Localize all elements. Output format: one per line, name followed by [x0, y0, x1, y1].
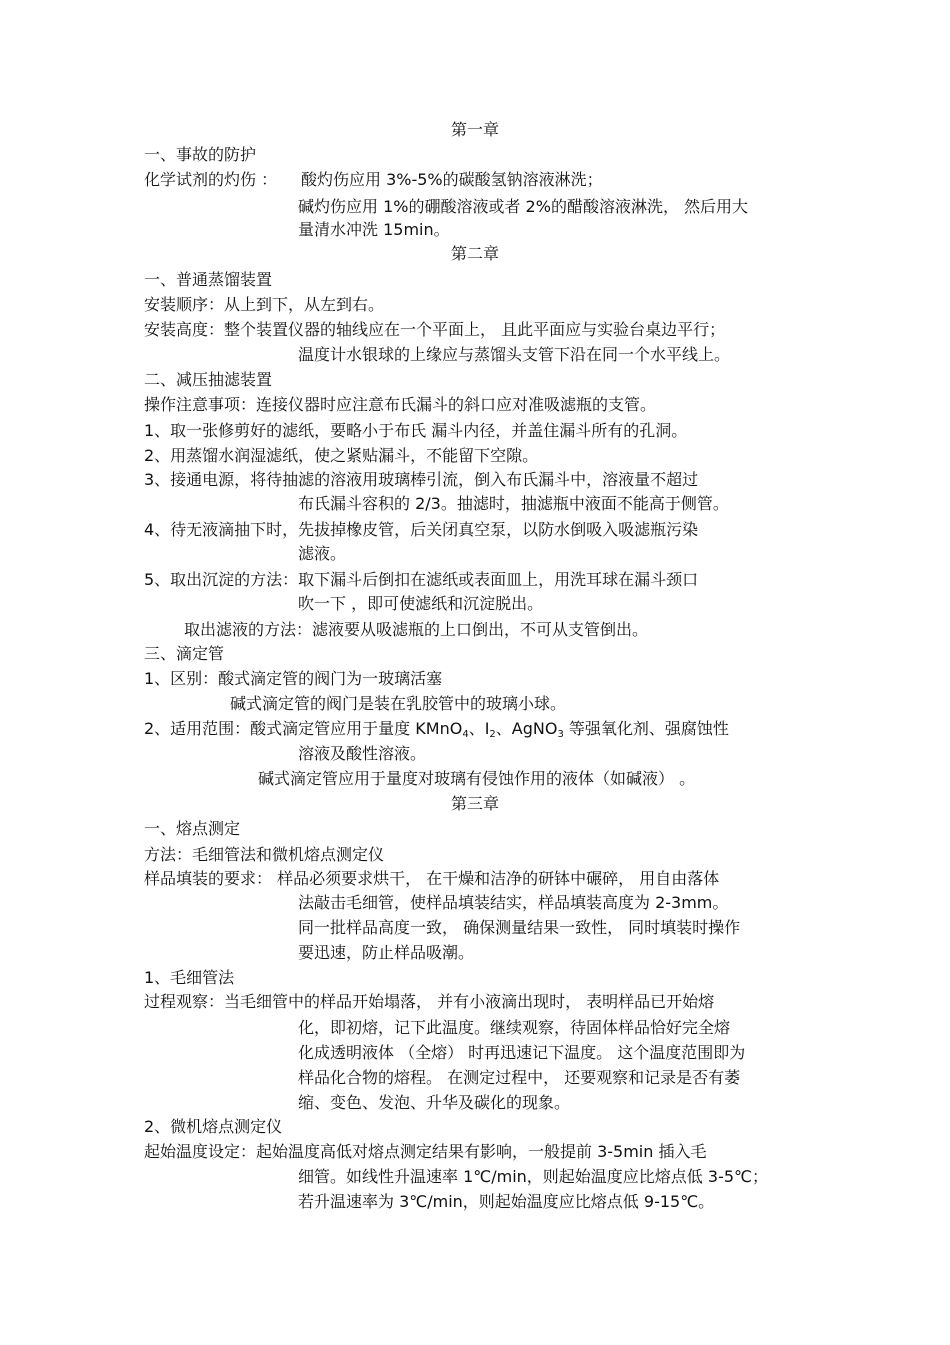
list-item: 吹一下 ，即可使滤纸和沉淀脱出。: [298, 594, 544, 613]
observation-text: 样品化合物的熔程。 在测定过程中， 还要观察和记录是否有萎: [298, 1068, 741, 1087]
list-item: 4、待无液滴抽下时，先拔掉橡皮管，后关闭真空泵，以防水倒吸入吸滤瓶污染: [144, 520, 699, 539]
chapter-1-title: 第一章: [450, 120, 499, 139]
section-heading: 一、熔点测定: [144, 819, 241, 838]
requirement-text: 样品填装的要求： 样品必须要求烘干， 在干燥和洁净的研钵中碾碎， 用自由落体: [144, 869, 720, 888]
observation-text: 缩、变色、发泡、升华及碳化的现象。: [298, 1093, 571, 1112]
start-temp-text: 细管。如线性升温速率 1℃/min，则起始温度应比熔点低 3-5℃；: [298, 1167, 768, 1186]
install-order: 安装顺序：从上到下，从左到右。: [144, 295, 385, 314]
start-temp-text: 起始温度设定：起始温度高低对熔点测定结果有影响，一般提前 3-5min 插入毛: [144, 1142, 707, 1161]
alkali-burn-text: 量清水冲洗 15min。: [298, 220, 450, 239]
list-item: 3、接通电源，将待抽滤的溶液用玻璃棒引流，倒入布氏漏斗中，溶液量不超过: [144, 470, 699, 489]
install-height: 温度计水银球的上缘应与蒸馏头支管下沿在同一个水平线上。: [298, 345, 731, 364]
list-item: 布氏漏斗容积的 2/3。抽滤时，抽滤瓶中液面不能高于侧管。: [298, 494, 729, 513]
sub-heading: 2、微机熔点测定仪: [144, 1117, 283, 1136]
acid-burn-text: 酸灼伤应用 3%-5%的碳酸氢钠溶液淋洗；: [301, 170, 603, 189]
notice-text: 操作注意事项：连接仪器时应注意布氏漏斗的斜口应对准吸滤瓶的支管。: [144, 395, 657, 414]
sub-heading: 1、毛细管法: [144, 968, 235, 987]
observation-text: 过程观察：当毛细管中的样品开始塌落， 并有小液滴出现时， 表明样品已开始熔: [144, 992, 715, 1011]
install-height: 安装高度：整个装置仪器的轴线应在一个平面上， 且此平面应与实验台桌边平行；: [144, 320, 726, 339]
list-item: 碱式滴定管的阀门是装在乳胶管中的玻璃小球。: [230, 694, 567, 713]
section-heading: 二、减压抽滤装置: [144, 370, 273, 389]
scope-text: 2、适用范围：酸式滴定管应用于量度 KMnO$_4$、$I_2$、AgNO$_3$ 等强氧化剂、强腐蚀性: [144, 719, 729, 740]
method-text: 方法：毛细管法和微机熔点测定仪: [144, 845, 385, 864]
list-item: 1、区别：酸式滴定管的阀门为一玻璃活塞: [144, 669, 443, 688]
list-item: 滤液。: [298, 544, 347, 563]
list-item: 取出滤液的方法：滤液要从吸滤瓶的上口倒出，不可从支管倒出。: [184, 620, 649, 639]
scope-text: 溶液及酸性溶液。: [298, 744, 427, 763]
start-temp-text: 若升温速率为 3℃/min，则起始温度应比熔点低 9-15℃。: [298, 1192, 715, 1211]
section-heading: 三、滴定管: [144, 644, 225, 663]
observation-text: 化成透明液体 （全熔） 时再迅速记下温度。 这个温度范围即为: [298, 1043, 746, 1062]
list-item: 1、取一张修剪好的滤纸，要略小于布氏 漏斗内径，并盖住漏斗所有的孔洞。: [144, 421, 688, 440]
list-item: 2、用蒸馏水润湿滤纸，使之紧贴漏斗，不能留下空隙。: [144, 446, 539, 465]
observation-text: 化，即初熔，记下此温度。继续观察，待固体样品恰好完全熔: [298, 1018, 731, 1037]
burn-label: 化学试剂的灼伤 ：: [144, 170, 278, 189]
list-item: 5、取出沉淀的方法：取下漏斗后倒扣在滤纸或表面皿上，用洗耳球在漏斗颈口: [144, 570, 699, 589]
scope-text: 碱式滴定管应用于量度对玻璃有侵蚀作用的液体（如碱液） 。: [258, 769, 696, 788]
requirement-text: 同一批样品高度一致， 确保测量结果一致性， 同时填装时操作: [298, 918, 741, 937]
section-heading: 一、普通蒸馏装置: [144, 270, 273, 289]
requirement-text: 法敲击毛细管，使样品填装结实，样品填装高度为 2-3mm。: [298, 893, 729, 912]
requirement-text: 要迅速，防止样品吸潮。: [298, 943, 475, 962]
chapter-2-title: 第二章: [450, 244, 499, 263]
alkali-burn-text: 碱灼伤应用 1%的硼酸溶液或者 2%的醋酸溶液淋洗， 然后用大: [298, 197, 749, 216]
section-heading: 一、事故的防护: [144, 145, 257, 164]
chapter-3-title: 第三章: [450, 794, 499, 813]
